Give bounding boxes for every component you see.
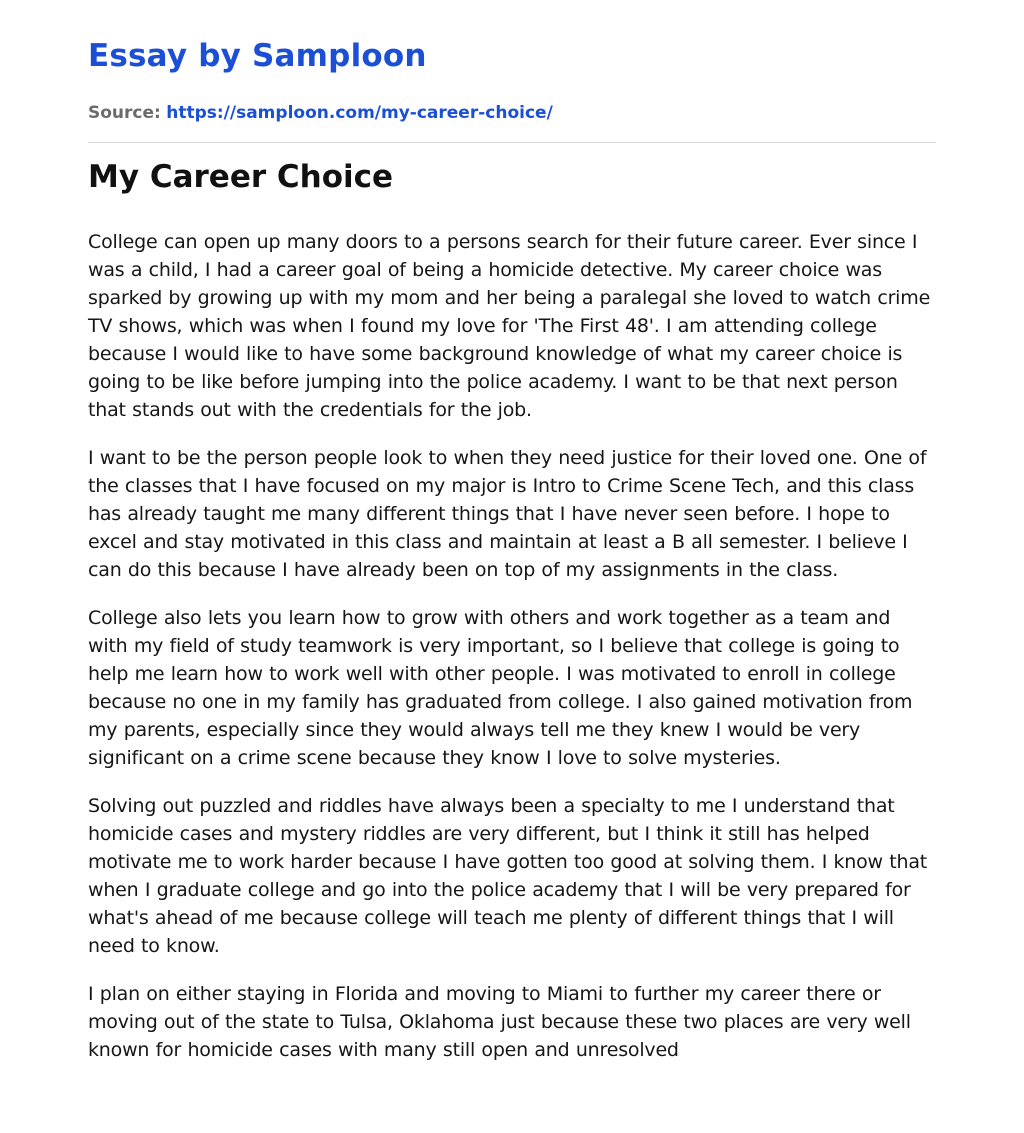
header-divider xyxy=(88,142,936,143)
essay-title: My Career Choice xyxy=(88,159,394,195)
source-link[interactable]: https://samploon.com/my-career-choice/ xyxy=(166,103,553,123)
essay-paragraph-3: College also lets you learn how to grow with others and work together as a team and with my field of study teamwork is very important, so I believe that college is going to help me learn how to work well with other people. I was motivated to enroll in college because no one in my family has graduated from college. I also gained motivation from my parents, especially since they would always tell me they knew I would be very significant on a crime scene because they know I love to solve mysteries. xyxy=(88,607,913,769)
essay-paragraph-5: I plan on either staying in Florida and moving to Miami to further my career there or moving out of the state to Tulsa, Oklahoma just because these two places are very well known for homicide cases with many still open and unresolved xyxy=(88,983,911,1061)
essay-paragraph-2: I want to be the person people look to when they need justice for their loved one. One of the classes that I have focused on my major is Intro to Crime Scene Tech, and this class has already taught me many different things that I have never seen before. I hope to excel and stay motivated in this class and maintain at least a B all semester. I believe I can do this because I have already been on top of my assignments in the class. xyxy=(88,447,927,581)
site-brand-title: Essay by Samploon xyxy=(88,38,427,74)
essay-body xyxy=(88,228,936,1064)
source-label: Source: xyxy=(88,103,161,123)
essay-paragraph-4: Solving out puzzled and riddles have always been a specialty to me I understand that homicide cases and mystery riddles are very different, but I think it still has helped motivate me to work harder because I have gotten too good at solving them. I know that when I graduate college and go into the police academy that I will be very prepared for what's ahead of me because college will teach me plenty of different things that I will need to know. xyxy=(88,795,928,957)
essay-paragraph-1: College can open up many doors to a persons search for their future career. Ever since I was a child, I had a career goal of being a homicide detective. My career choice was sparked by growing up with my mom and her being a paralegal she loved to watch crime TV shows, which was when I found my love for 'The First 48'. I am attending college because I would like to have some background knowledge of what my career choice is going to be like before jumping into the police academy. I want to be that next person that stands out with the credentials for the job. xyxy=(88,231,931,421)
source-line xyxy=(88,100,936,126)
